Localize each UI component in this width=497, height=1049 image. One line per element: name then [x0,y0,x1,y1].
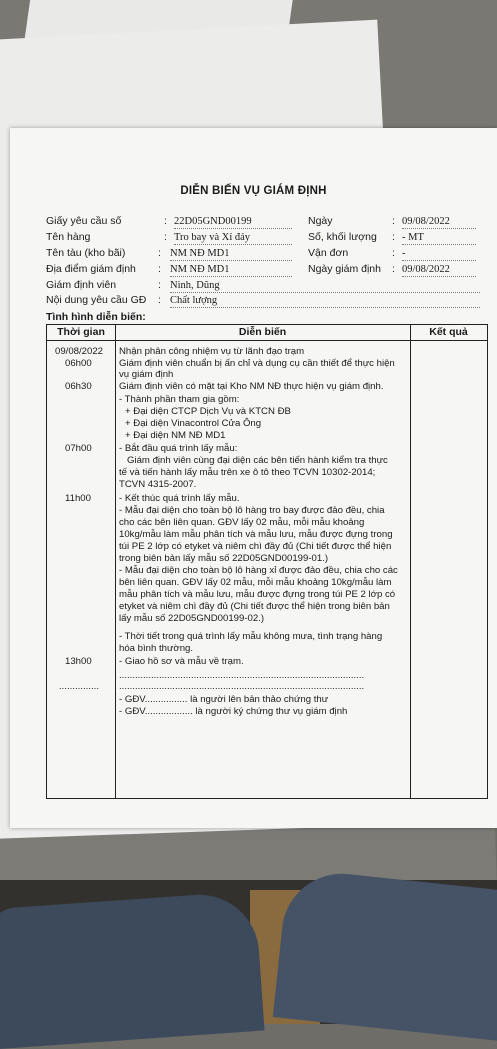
field-label: Ngày [308,215,333,227]
field-label: Ngày giám định [308,263,381,275]
event-line: - GĐV................ là người lên bản thảo chứng thư [119,694,329,705]
event-line: tế và tiến hành lấy mẫu trên xe ô tô theo TCVN 10302-2014; [119,467,376,478]
event-line: - Mẫu đại diện cho toàn bộ lô hàng xỉ được đảo đều, chia cho các [119,565,398,576]
header-events: Diễn biến [238,326,287,338]
field-label: Nội dung yêu cầu GĐ [46,294,147,306]
event-line: Giám định viên cùng đại diện các bên tiến hành kiểm tra thực [127,455,388,466]
event-line: ............................................................................................ [119,681,365,692]
event-line: Nhận phân công nhiệm vụ từ lãnh đạo trạm [119,346,305,357]
event-line: - GĐV.................. là người ký chứng thư vụ giám định [119,706,348,717]
field-value: 09/08/2022 [402,263,476,277]
event-line: mẫu phân tích và mẫu lưu, mẫu được đựng trong túi PE 2 lớp có [119,589,396,600]
event-line: trong biên bản lấy mẫu số 22D05GND00199-01.) [119,553,329,564]
field-label: Vận đơn [308,247,349,259]
field-label: Giám định viên [46,279,117,291]
field-value: Chất lượng [170,294,480,308]
progress-table [46,324,488,799]
event-line: + Đại diện NM NĐ MD1 [125,430,226,441]
event-line: - Kết thúc quá trình lấy mẫu. [119,493,240,504]
event-line: etyket và niêm chì đầy đủ (Chi tiết được thể hiện trong biên bản [119,601,390,612]
document-title: DIỄN BIẾN VỤ GIÁM ĐỊNH [180,185,327,197]
event-line: Giám định viên có mặt tại Kho NM NĐ thực hiện vụ giám định. [119,381,384,392]
field-colon: : [392,263,395,275]
table-column-divider [115,325,116,798]
field-value: NM NĐ MD1 [170,247,292,261]
field-colon: : [158,294,161,306]
time-cell: 06h00 [65,358,92,369]
header-time: Thời gian [57,326,105,338]
event-line: TCVN 4315-2007. [119,479,197,490]
time-cell: 09/08/2022 [55,346,104,357]
event-line: túi PE 2 lớp có etyket và niêm chì đầy đủ (Chi tiết được thể hiện [119,541,392,552]
event-line: - Giao hồ sơ và mẫu về trạm. [119,656,244,667]
field-colon: : [158,247,161,259]
field-label: Tên hàng [46,231,91,243]
field-label: Số, khối lượng [308,231,377,243]
time-cell: 11h00 [65,493,91,504]
field-label: Giấy yêu cầu số [46,215,122,227]
field-colon: : [164,231,167,243]
field-value: - [402,247,476,261]
person-leg-right [273,868,497,1042]
event-line: cho các bên liên quan. GĐV lấy 02 mẫu, mỗi mẫu khoảng [119,517,365,528]
field-value: 22D05GND00199 [174,215,292,229]
table-column-divider [410,325,411,798]
field-colon: : [392,215,395,227]
field-label: Địa điểm giám định [46,263,136,275]
event-line: Giám định viên chuẩn bị ấn chỉ và dụng cụ cần thiết để thực hiện [119,358,395,369]
event-line: + Đại diện Vinacontrol Cửa Ông [125,418,262,429]
header-result: Kết quả [429,326,468,338]
field-value: - MT [402,231,476,245]
event-line: + Đại diện CTCP Dịch Vụ và KTCN ĐB [125,406,291,417]
event-line: - Bắt đầu quá trình lấy mẫu: [119,443,238,454]
time-cell: 13h00 [65,656,92,667]
event-line: - Mẫu đại diện cho toàn bộ lô hàng tro bay được đảo đều, chia [119,505,385,516]
field-value: Tro bay và Xỉ đáy [174,231,292,245]
field-value: Ninh, Dũng [170,279,480,293]
field-label: Tên tàu (kho bãi) [46,247,126,259]
field-colon: : [164,215,167,227]
time-cell: ............... [59,681,99,692]
table-header-divider [47,340,487,341]
time-cell: 06h30 [65,381,92,392]
field-colon: : [158,263,161,275]
section-title: Tình hình diễn biến: [46,311,146,323]
field-value: 09/08/2022 [402,215,476,229]
person-leg-left [0,891,265,1049]
field-colon: : [158,279,161,291]
event-line: - Thành phần tham gia gồm: [119,394,240,405]
field-colon: : [392,231,395,243]
event-line: bên liên quan. GĐV lấy 02 mẫu, mỗi mẫu khoảng 10kg/mẫu làm [119,577,392,588]
event-line: ............................................................................................ [119,670,365,681]
event-line: - Thời tiết trong quá trình lấy mẫu không mưa, tình trạng hàng [119,631,383,642]
field-colon: : [392,247,395,259]
field-value: NM NĐ MD1 [170,263,292,277]
document-page [10,128,497,828]
event-line: vụ giám định [119,369,174,380]
event-line: lấy mẫu số 22D05GND00199-02.) [119,613,265,624]
event-line: 10kg/mẫu làm mẫu phân tích và mẫu lưu, mẫu được đựng trong [119,529,393,540]
time-cell: 07h00 [65,443,92,454]
event-line: hóa bình thường. [119,643,194,654]
